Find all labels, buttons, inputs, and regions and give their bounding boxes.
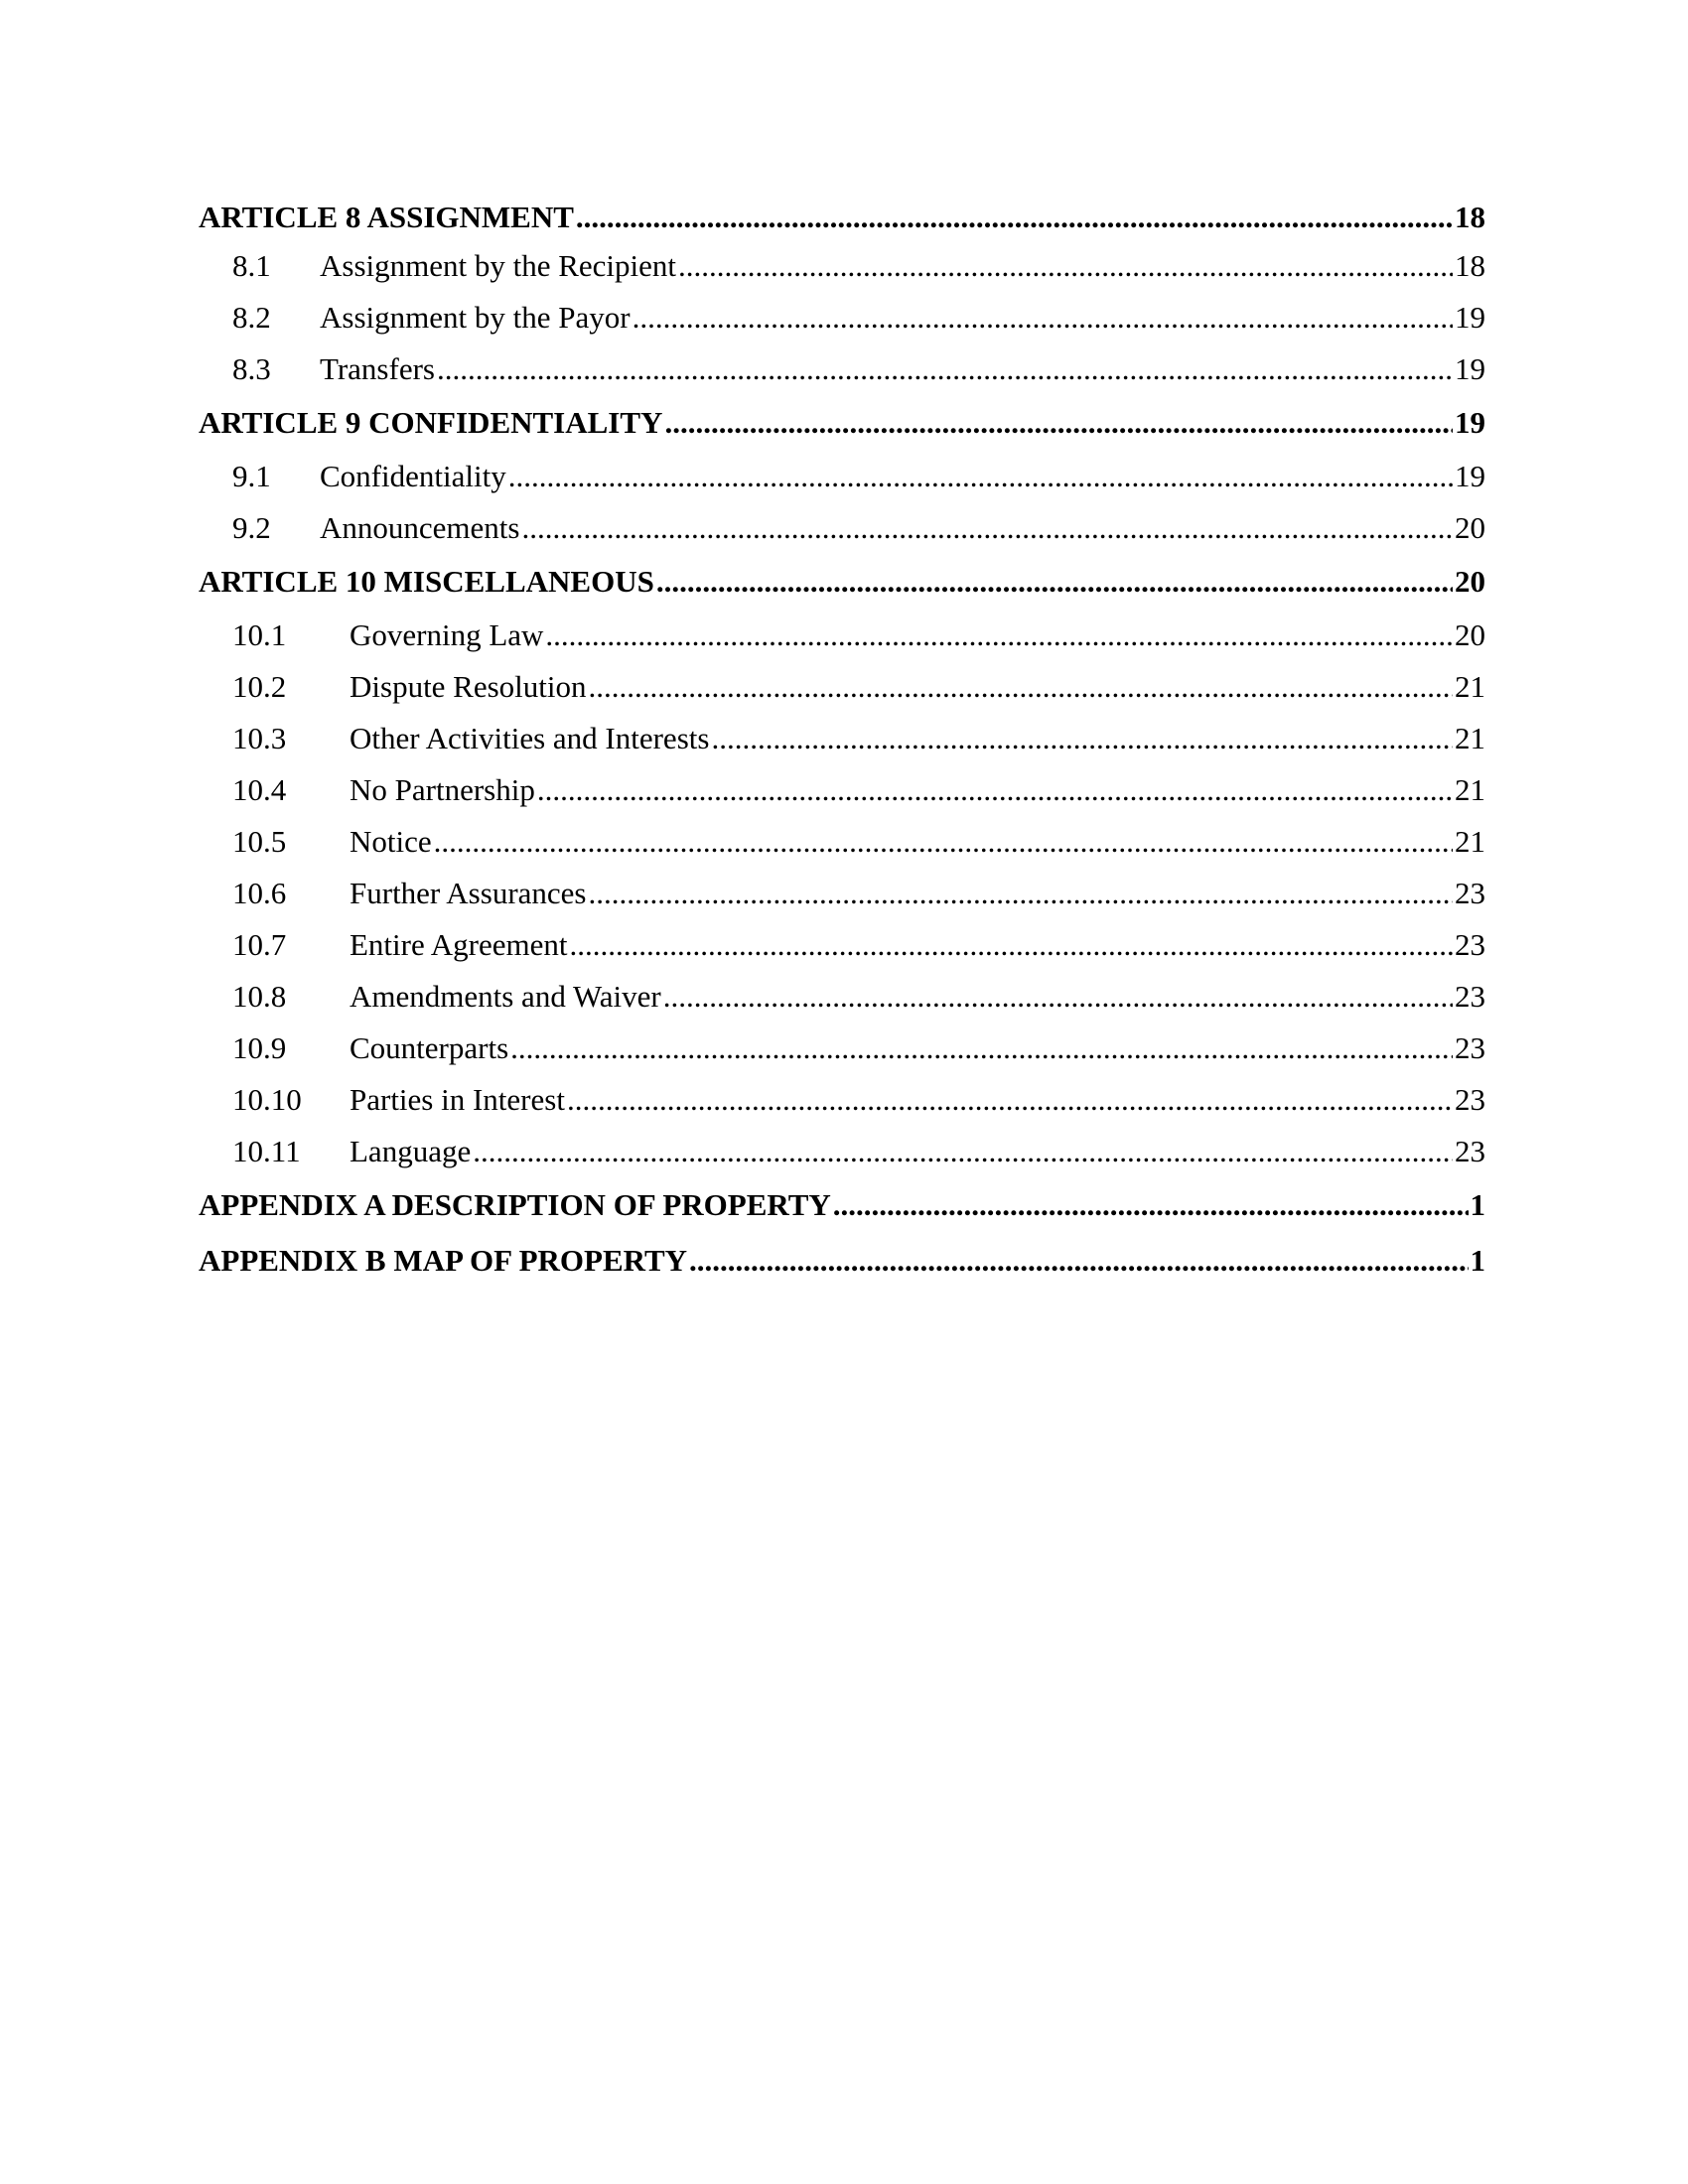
toc-entry-title: Parties in Interest <box>350 1082 565 1117</box>
toc-section-entry[interactable] <box>199 868 1485 919</box>
toc-section-number: 10.8 <box>232 979 287 1014</box>
toc-page-number: 20 <box>1455 510 1485 545</box>
dot-leader <box>711 713 1453 764</box>
toc-entry-title: Transfers <box>320 351 435 386</box>
toc-entry-title: Entire Agreement <box>350 927 568 962</box>
toc-page-number: 23 <box>1455 1134 1485 1168</box>
toc-entry-title: Confidentiality <box>320 459 506 493</box>
dot-leader <box>434 816 1453 868</box>
toc-page-number: 20 <box>1455 564 1485 599</box>
toc-section-entry[interactable] <box>199 713 1485 764</box>
toc-page-number: 21 <box>1455 669 1485 704</box>
toc-entry-title: ARTICLE 9 CONFIDENTIALITY <box>199 405 663 440</box>
toc-section-number: 10.4 <box>232 772 287 807</box>
toc-section-number: 9.1 <box>232 459 271 493</box>
dot-leader <box>508 451 1453 502</box>
toc-page-number: 1 <box>1470 1187 1485 1222</box>
toc-section-entry[interactable] <box>199 661 1485 713</box>
toc-page-number: 21 <box>1455 721 1485 755</box>
dot-leader <box>473 1126 1453 1177</box>
toc-page-number: 18 <box>1455 200 1485 234</box>
toc-section-entry[interactable] <box>199 1074 1485 1126</box>
toc-page-number: 19 <box>1455 300 1485 335</box>
dot-leader <box>570 919 1454 971</box>
toc-page-number: 23 <box>1455 876 1485 910</box>
toc-section-number: 10.7 <box>232 927 287 962</box>
toc-section-entry[interactable] <box>199 1126 1485 1177</box>
dot-leader <box>664 395 1453 451</box>
toc-entry-title: No Partnership <box>350 772 535 807</box>
dot-leader <box>510 1023 1453 1074</box>
dot-leader <box>589 661 1453 713</box>
toc-section-entry[interactable] <box>199 292 1485 343</box>
toc-page-number: 23 <box>1455 1082 1485 1117</box>
toc-section-number: 10.1 <box>232 617 287 652</box>
toc-section-entry[interactable] <box>199 919 1485 971</box>
toc-entry-title: ARTICLE 8 ASSIGNMENT <box>199 200 574 234</box>
toc-section-entry[interactable] <box>199 451 1485 502</box>
dot-leader <box>633 292 1453 343</box>
toc-section-entry[interactable] <box>199 502 1485 554</box>
toc-entry-title: Governing Law <box>350 617 544 652</box>
dot-leader <box>521 502 1453 554</box>
toc-section-number: 8.2 <box>232 300 271 335</box>
toc-section-number: 10.2 <box>232 669 287 704</box>
toc-page-number: 19 <box>1455 405 1485 440</box>
toc-page-number: 23 <box>1455 979 1485 1014</box>
toc-section-number: 10.11 <box>232 1134 301 1168</box>
toc-entry-title: Amendments and Waiver <box>350 979 661 1014</box>
toc-page-number: 23 <box>1455 927 1485 962</box>
dot-leader <box>833 1177 1469 1233</box>
dot-leader <box>588 868 1453 919</box>
toc-article-entry[interactable] <box>199 195 1485 240</box>
toc-entry-title: APPENDIX A DESCRIPTION OF PROPERTY <box>199 1187 831 1222</box>
toc-section-entry[interactable] <box>199 240 1485 292</box>
toc-article-entry[interactable] <box>199 554 1485 610</box>
dot-leader <box>689 1233 1468 1289</box>
toc-page-number: 19 <box>1455 351 1485 386</box>
toc-page-number: 20 <box>1455 617 1485 652</box>
toc-entry-title: APPENDIX B MAP OF PROPERTY <box>199 1243 688 1278</box>
toc-section-number: 10.9 <box>232 1030 287 1065</box>
toc-page-number: 19 <box>1455 459 1485 493</box>
table-of-contents <box>199 195 1485 1289</box>
toc-entry-title: Dispute Resolution <box>350 669 587 704</box>
dot-leader <box>576 195 1453 240</box>
toc-page-number: 18 <box>1455 248 1485 283</box>
dot-leader <box>678 240 1453 292</box>
toc-page-number: 1 <box>1470 1243 1485 1278</box>
toc-section-number: 9.2 <box>232 510 271 545</box>
toc-entry-title: Further Assurances <box>350 876 587 910</box>
toc-section-number: 10.5 <box>232 824 287 859</box>
dot-leader <box>567 1074 1453 1126</box>
toc-article-entry[interactable] <box>199 395 1485 451</box>
toc-page-number: 21 <box>1455 772 1485 807</box>
toc-page-number: 21 <box>1455 824 1485 859</box>
dot-leader <box>663 971 1453 1023</box>
toc-section-number: 8.3 <box>232 351 271 386</box>
toc-entry-title: Other Activities and Interests <box>350 721 710 755</box>
toc-section-number: 10.3 <box>232 721 287 755</box>
toc-entry-title: Language <box>350 1134 472 1168</box>
toc-entry-title: Announcements <box>320 510 520 545</box>
dot-leader <box>437 343 1453 395</box>
toc-section-entry[interactable] <box>199 1023 1485 1074</box>
toc-section-number: 8.1 <box>232 248 271 283</box>
toc-section-entry[interactable] <box>199 764 1485 816</box>
toc-section-entry[interactable] <box>199 816 1485 868</box>
toc-section-entry[interactable] <box>199 343 1485 395</box>
toc-page-number: 23 <box>1455 1030 1485 1065</box>
toc-entry-title: Counterparts <box>350 1030 509 1065</box>
toc-section-entry[interactable] <box>199 971 1485 1023</box>
dot-leader <box>545 610 1453 661</box>
toc-entry-title: Assignment by the Payor <box>320 300 631 335</box>
toc-section-number: 10.10 <box>232 1082 302 1117</box>
toc-entry-title: Assignment by the Recipient <box>320 248 677 283</box>
toc-article-entry[interactable] <box>199 1177 1485 1233</box>
dot-leader <box>537 764 1453 816</box>
toc-section-entry[interactable] <box>199 610 1485 661</box>
toc-entry-title: Notice <box>350 824 432 859</box>
dot-leader <box>656 554 1453 610</box>
toc-article-entry[interactable] <box>199 1233 1485 1289</box>
toc-entry-title: ARTICLE 10 MISCELLANEOUS <box>199 564 654 599</box>
toc-section-number: 10.6 <box>232 876 287 910</box>
